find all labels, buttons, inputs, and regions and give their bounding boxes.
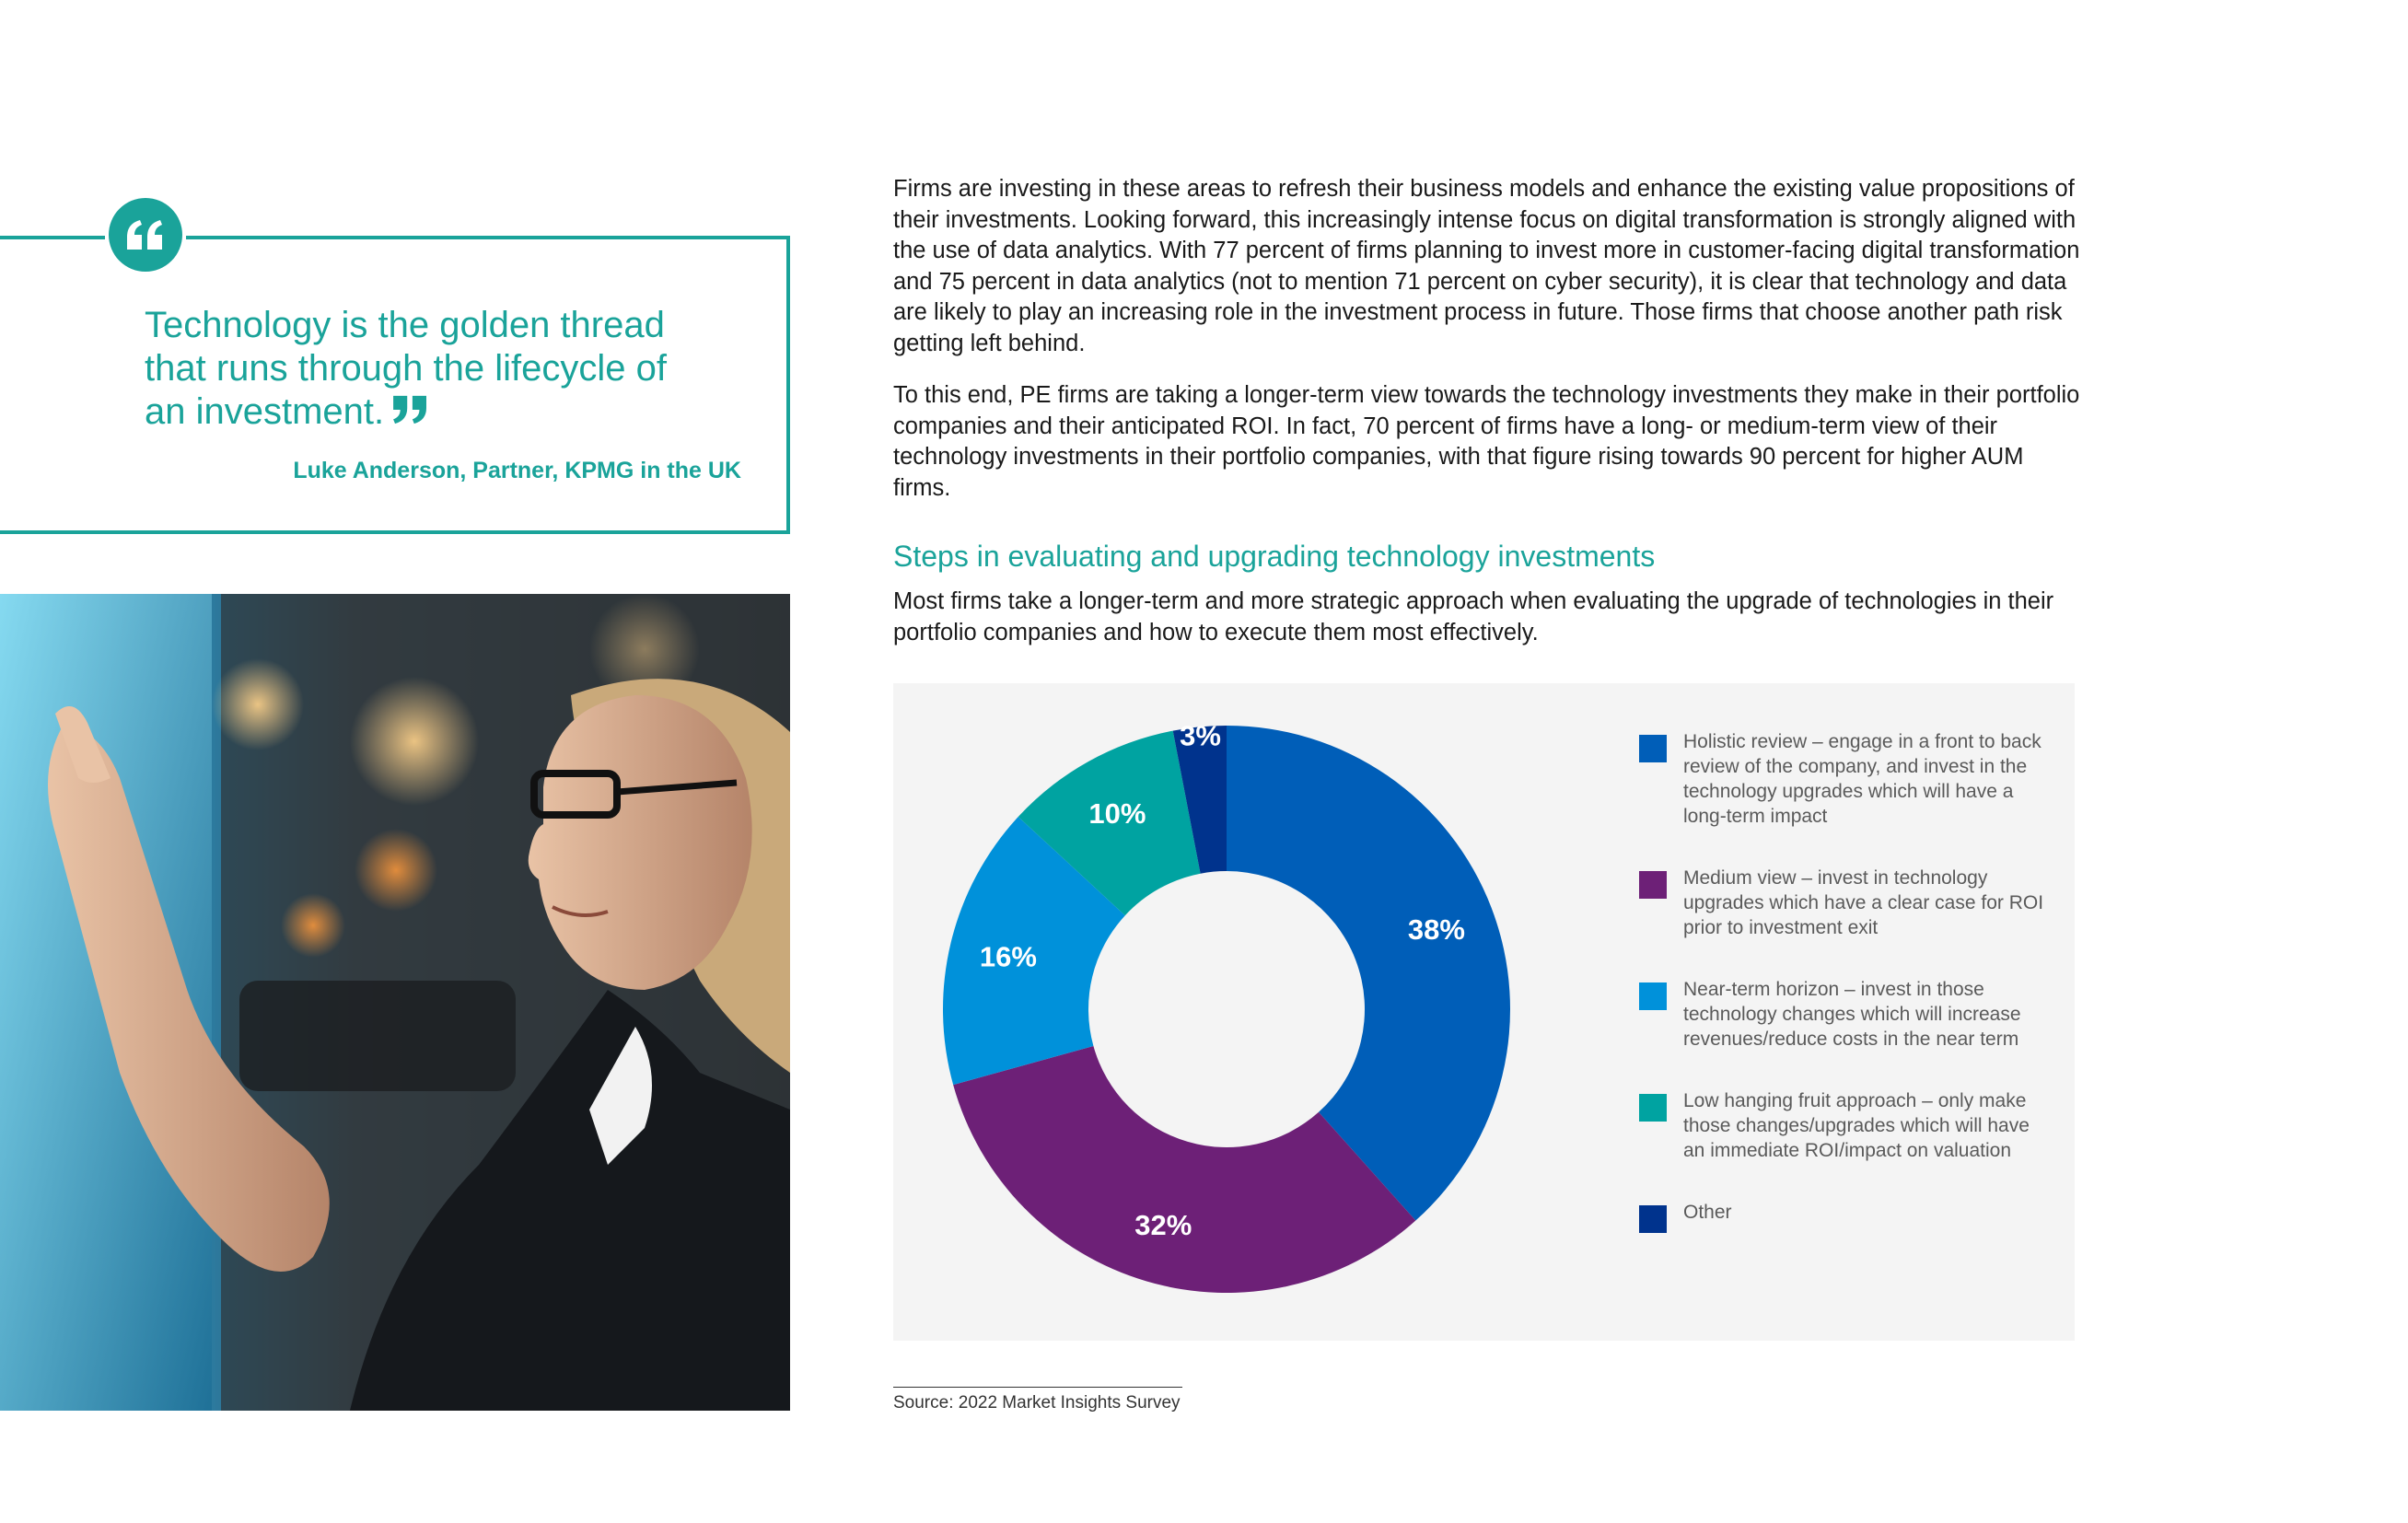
quote-open-icon <box>109 198 182 272</box>
legend-item-other <box>1639 1200 2044 1225</box>
legend-item-medium-view <box>1639 866 2044 940</box>
body-paragraph-3: Most firms take a longer-term and more strategic approach when evaluating the upgrade of technologies in their portfolio companies and how to execute them most effectively. <box>893 588 2054 645</box>
legend-label-medium-view: Medium view – invest in technology upgrades which have a clear case for ROI prior to investment exit <box>1683 867 2044 938</box>
donut-label-near-term-horizon: 16% <box>979 940 1037 973</box>
legend-swatch-medium-view <box>1639 871 1667 899</box>
legend-label-low-hanging-fruit: Low hanging fruit approach – only make those changes/upgrades which will have an immediate ROI/impact on valuation <box>1683 1090 2030 1161</box>
woman-touchscreen-photo <box>0 594 790 1411</box>
section-heading: Steps in evaluating and upgrading technology investments <box>893 540 1656 573</box>
chart-panel <box>893 683 2075 1341</box>
legend-label-holistic-review: Holistic review – engage in a front to back review of the company, and invest in the technology upgrades which will have a long-term impact <box>1683 731 2042 827</box>
source-note: Source: 2022 Market Insights Survey <box>893 1393 1181 1413</box>
legend-swatch-near-term-horizon <box>1639 982 1667 1010</box>
donut-chart <box>893 683 1630 1341</box>
source-rule <box>893 1387 1182 1388</box>
chart-legend <box>1639 729 2044 1225</box>
body-paragraph-1: Firms are investing in these areas to refresh their business models and enhance the existing value propositions of their investments. Looking forward, this increasingly intense focus on digital transformation is strongly aligned with the use of data analytics. With 77 percent of firms planning to invest more in customer-facing digital transformation and 75 percent in data analytics (not to mention 71 percent on cyber security), it is clear that technology and data are likely to play an increasing role in the investment process in future. Those firms that choose another path risk getting left behind. <box>893 176 2080 356</box>
donut-label-other: 3% <box>1180 719 1221 752</box>
legend-label-other: Other <box>1683 1202 1732 1223</box>
donut-label-medium-view: 32% <box>1134 1209 1192 1242</box>
quote-author: Luke Anderson, Partner, KPMG in the UK <box>293 458 741 483</box>
legend-swatch-other <box>1639 1205 1667 1233</box>
donut-label-low-hanging-fruit: 10% <box>1088 796 1146 830</box>
legend-item-holistic-review <box>1639 729 2044 829</box>
legend-swatch-low-hanging-fruit <box>1639 1094 1667 1122</box>
legend-swatch-holistic-review <box>1639 735 1667 762</box>
quote-text: Technology is the golden thread that runs through the lifecycle of an investment. <box>145 304 715 436</box>
legend-item-near-term-horizon <box>1639 977 2044 1052</box>
body-paragraph-2: To this end, PE firms are taking a longer-term view towards the technology investments they make in their portfolio companies and their anticipated ROI. In fact, 70 percent of firms have a long- or medium-term view of their technology investments in their portfolio companies, with that figure rising towards 90 percent for higher AUM firms. <box>893 382 2080 501</box>
legend-item-low-hanging-fruit <box>1639 1088 2044 1163</box>
legend-label-near-term-horizon: Near-term horizon – invest in those technology changes which will increase revenues/reduce costs in the near term <box>1683 979 2021 1050</box>
donut-label-holistic-review: 38% <box>1407 913 1465 946</box>
quote-close-icon <box>391 392 430 436</box>
